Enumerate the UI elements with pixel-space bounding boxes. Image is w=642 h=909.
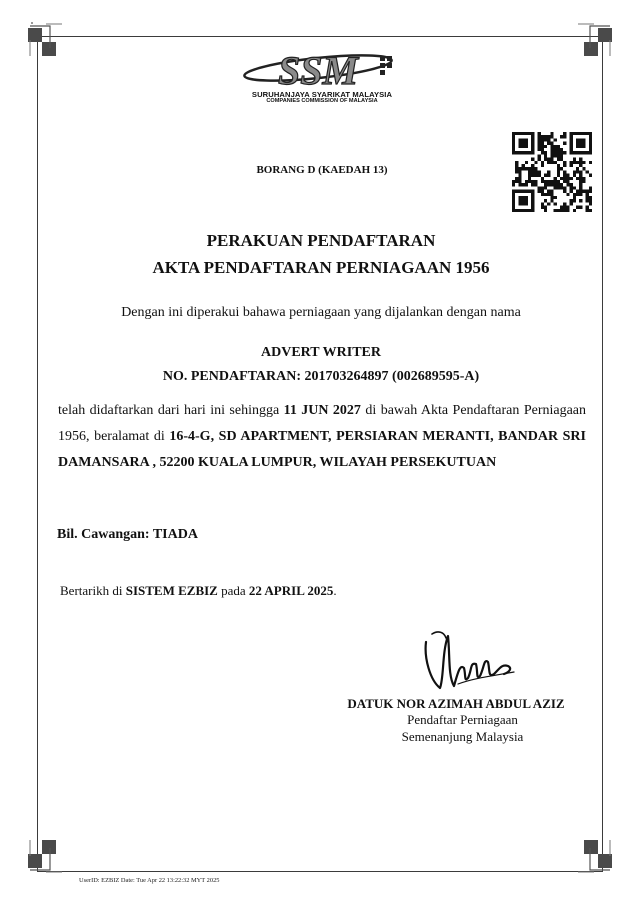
registration-number: NO. PENDAFTARAN: 201703264897 (002689595-A) — [162, 369, 480, 384]
dated-text: . — [333, 583, 337, 598]
business-name: ADVERT WRITER — [261, 345, 381, 360]
qr-code[interactable] — [512, 132, 592, 212]
corner-ornament-top-left — [28, 22, 68, 62]
corner-ornament-top-right — [572, 22, 612, 62]
logo-name: SURUHANJAYA SYARIKAT MALAYSIA — [251, 90, 393, 99]
issuing-system: SISTEM EZBIZ — [125, 583, 218, 598]
dated-text: Bertarikh di — [60, 583, 126, 598]
form-reference: BORANG D (KAEDAH 13) — [256, 164, 388, 176]
certificate-title: PERAKUAN PENDAFTARAN — [206, 231, 436, 250]
signer-name: DATUK NOR AZIMAH ABDUL AZIZ — [347, 696, 565, 711]
dated-text: pada — [217, 583, 249, 598]
valid-until-date: 11 JUN 2027 — [283, 403, 361, 418]
intro-text: Dengan ini diperakui bahawa perniagaan yang dijalankan dengan nama — [121, 305, 521, 320]
dated-line — [60, 583, 337, 599]
certificate-act: AKTA PENDAFTARAN PERNIAGAAN 1956 — [152, 258, 490, 277]
signer-region: Semenanjung Malaysia — [401, 729, 524, 744]
signer-title: Pendaftar Perniagaan — [407, 712, 518, 727]
corner-ornament-bottom-right — [572, 834, 612, 874]
branch-count: Bil. Cawangan: TIADA — [57, 527, 198, 542]
issue-date: 22 APRIL 2025 — [248, 583, 334, 598]
paragraph-text: telah didaftarkan dari hari ini sehingga — [58, 403, 284, 418]
footer-stamp: UserID: EZBIZ Date: Tue Apr 22 13:22:32 MYT 2025 — [79, 877, 220, 884]
logo-subname: COMPANIES COMMISSION OF MALAYSIA — [266, 98, 378, 104]
business-address: 16-4-G, SD APARTMENT, PERSIARAN MERANTI, BANDAR SRI DAMANSARA , 52200 KUALA LUMPUR, WILAYAH PERSEKUTUAN — [58, 429, 586, 470]
corner-ornament-bottom-left — [28, 834, 68, 874]
svg-text:SSM: SSM — [278, 48, 359, 90]
paragraph-text: di bawah Akta Pendaftaran Perniagaan 1956, beralamat di — [58, 403, 587, 444]
signature — [418, 628, 518, 698]
registration-paragraph — [58, 398, 586, 476]
